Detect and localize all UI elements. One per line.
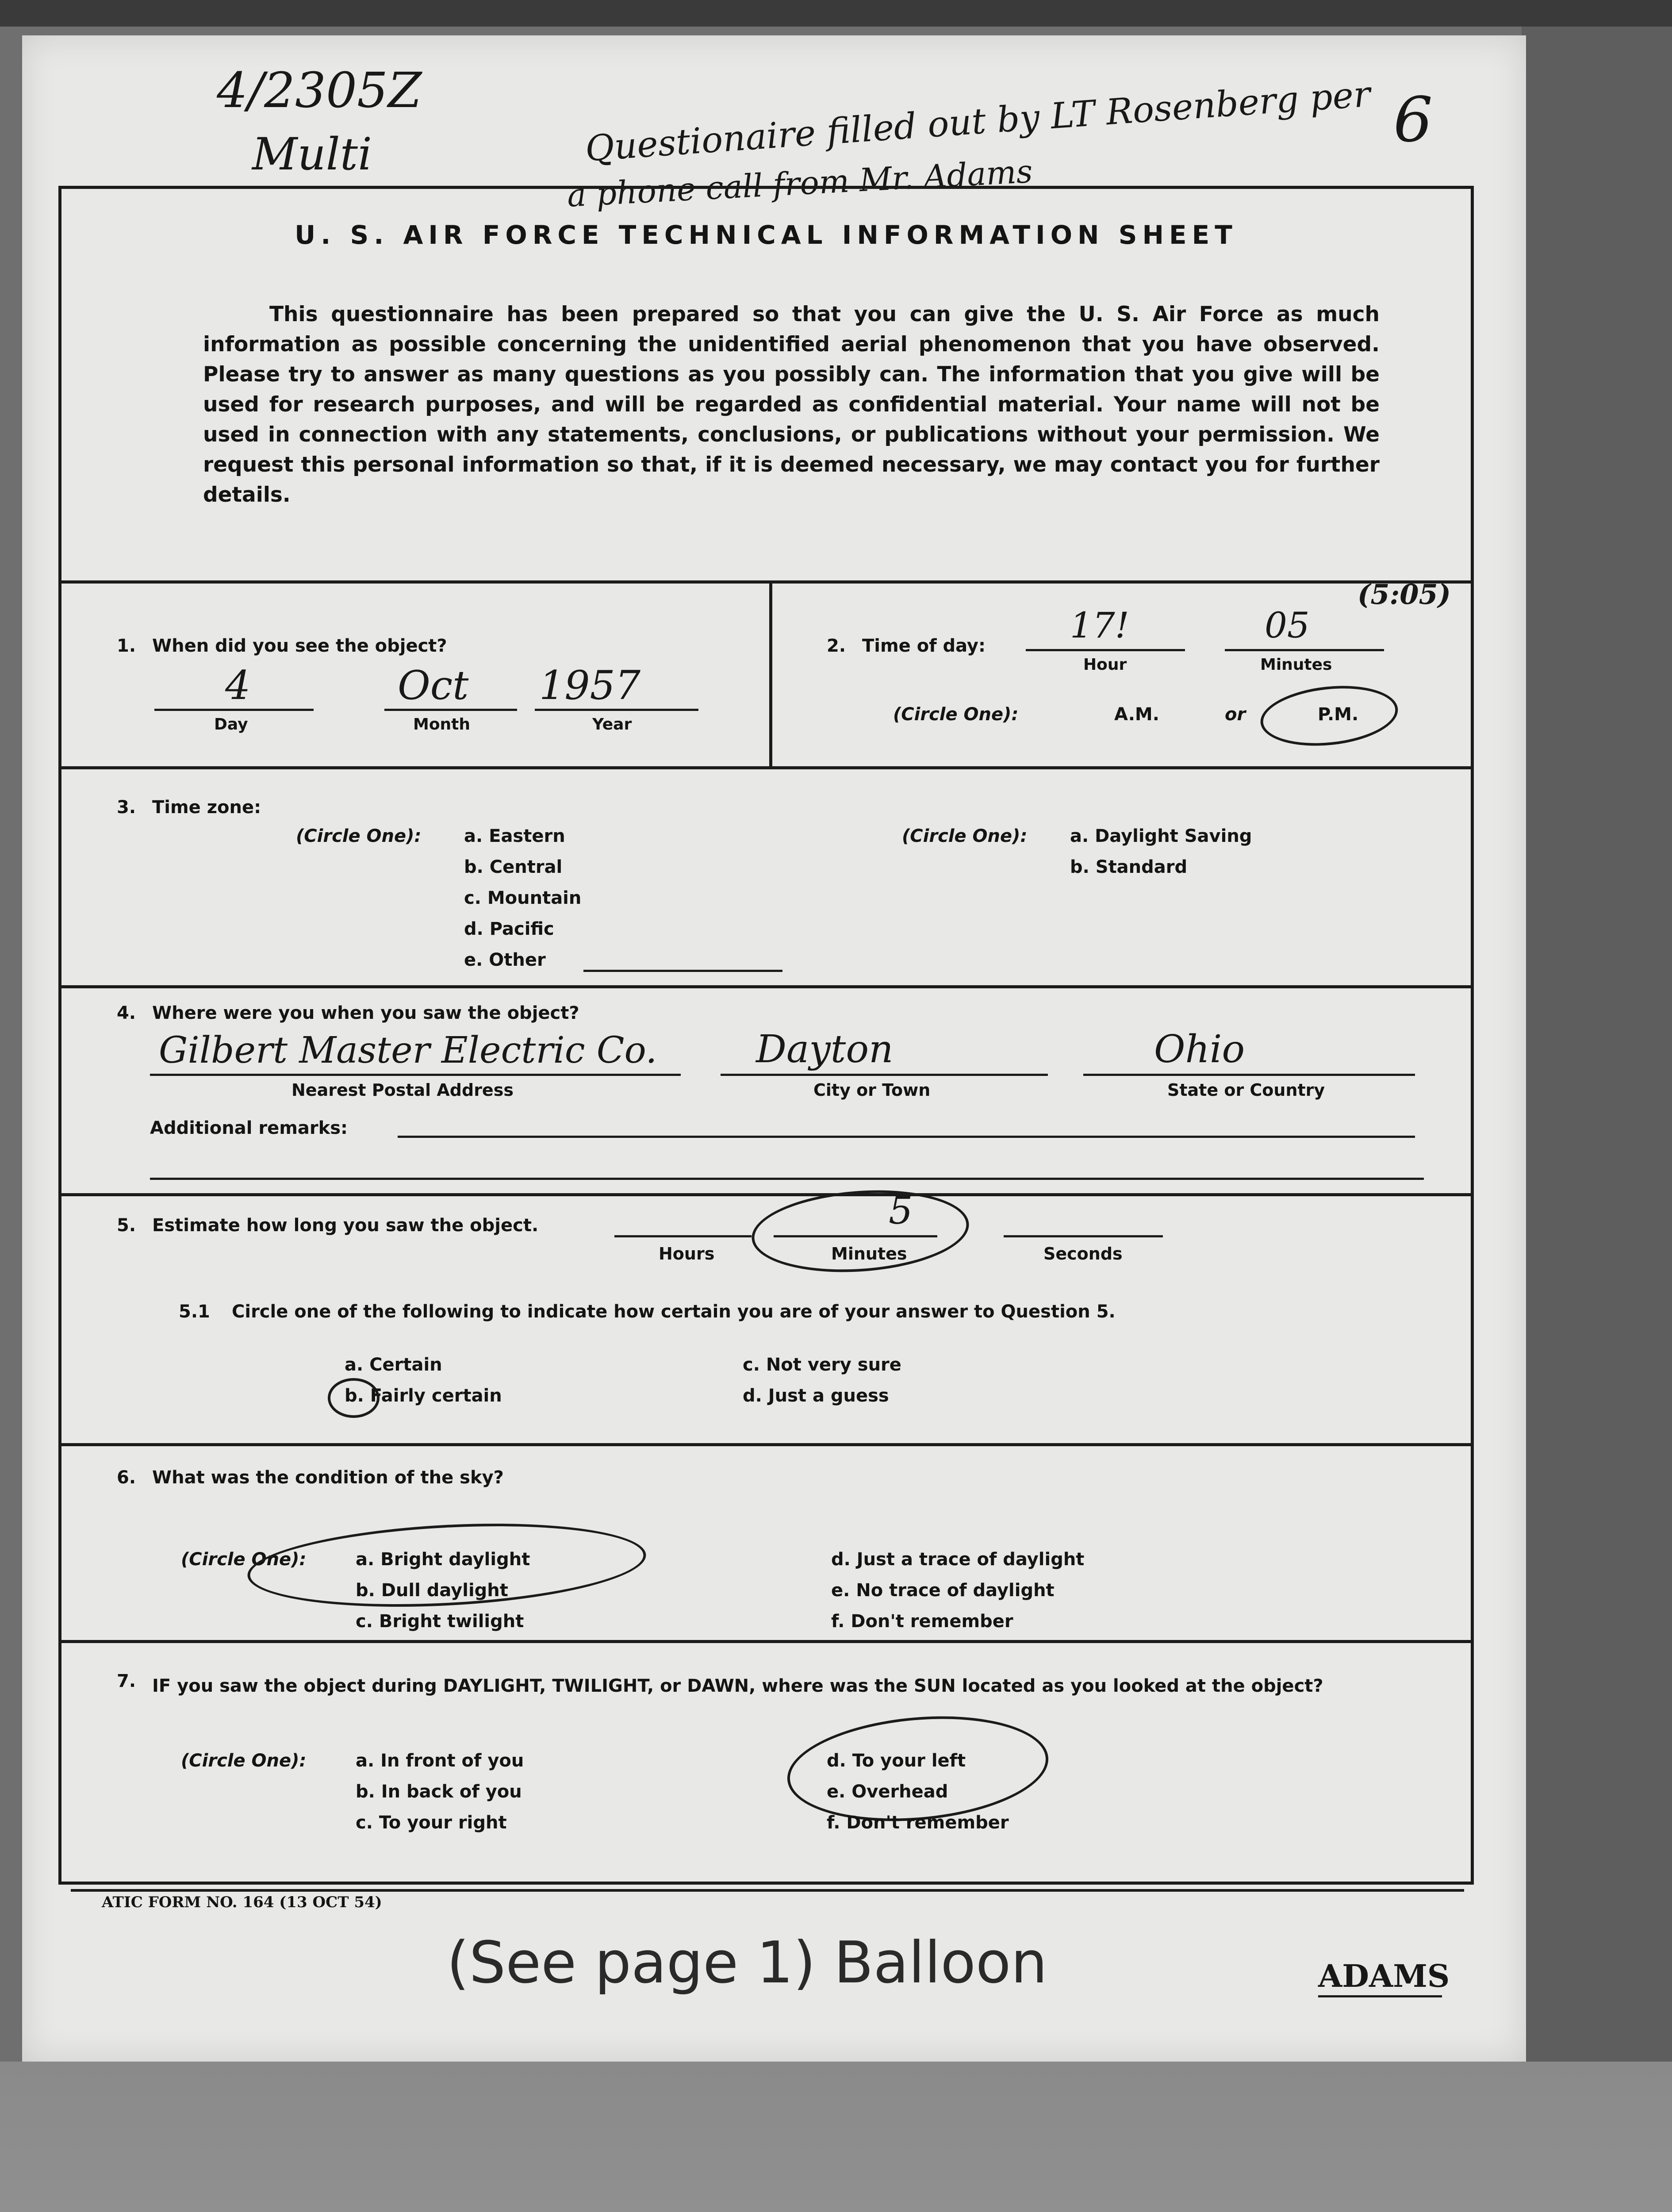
q2-hour-value: 17! bbox=[1070, 605, 1129, 646]
q6-option-trace-of-daylight: d. Just a trace of daylight bbox=[831, 1549, 1085, 1570]
q6-bright-daylight-selection-circle bbox=[245, 1515, 648, 1616]
scan-border-top bbox=[0, 0, 1672, 27]
q4-state-label: State or Country bbox=[1167, 1080, 1325, 1100]
q5-hours-label: Hours bbox=[659, 1244, 715, 1263]
q4-remarks-line-2 bbox=[150, 1178, 1424, 1180]
q2-circle-one: (Circle One): bbox=[893, 704, 1019, 725]
q3-zone-central: b. Central bbox=[464, 857, 563, 877]
q7-option-in-back: b. In back of you bbox=[356, 1782, 522, 1802]
q5-option-just-a-guess: d. Just a guess bbox=[743, 1386, 889, 1406]
divider-q4 bbox=[61, 985, 1471, 988]
q4-city-label: City or Town bbox=[813, 1080, 931, 1100]
q5-minutes-label: Minutes bbox=[831, 1244, 907, 1263]
q5-hours-line bbox=[614, 1235, 752, 1237]
q7-option-to-left: d. To your left bbox=[827, 1751, 966, 1771]
q7-option-to-right: c. To your right bbox=[356, 1813, 507, 1833]
q3-other-line bbox=[583, 970, 782, 972]
q5-1-question: Circle one of the following to indicate how certain you are of your answer to Question 5. bbox=[232, 1302, 1116, 1322]
q4-city-line bbox=[721, 1074, 1048, 1076]
q6-option-no-trace: e. No trace of daylight bbox=[831, 1580, 1055, 1601]
q5-fairly-certain-selection-circle bbox=[328, 1378, 380, 1418]
q3-circle-one-2: (Circle One): bbox=[902, 826, 1028, 846]
q2-hour-label: Hour bbox=[1083, 656, 1127, 674]
q1-number: 1. bbox=[117, 636, 136, 656]
q5-question: Estimate how long you saw the object. bbox=[152, 1215, 539, 1236]
q2-pm-option: P.M. bbox=[1318, 704, 1359, 725]
footer-rule bbox=[71, 1889, 1464, 1892]
q5-option-fairly-certain: b. Fairly certain bbox=[345, 1386, 502, 1406]
q2-minutes-line bbox=[1225, 649, 1384, 651]
q2-number: 2. bbox=[827, 636, 846, 656]
q6-number: 6. bbox=[117, 1467, 136, 1488]
q3-zone-other: e. Other bbox=[464, 950, 546, 970]
bottom-note-annotation: (See page 1) Balloon bbox=[447, 1929, 1047, 1996]
technical-information-sheet bbox=[58, 186, 1474, 1885]
q5-minutes-value: 5 bbox=[889, 1189, 913, 1233]
q2-hour-line bbox=[1026, 649, 1185, 651]
q1-day-line bbox=[154, 709, 314, 711]
q3-zone-eastern: a. Eastern bbox=[464, 826, 565, 846]
q7-number: 7. bbox=[117, 1671, 136, 1691]
q2-or-text: or bbox=[1225, 704, 1246, 725]
q1-day-value: 4 bbox=[225, 662, 251, 709]
q5-option-certain: a. Certain bbox=[345, 1355, 442, 1375]
q6-circle-one: (Circle One): bbox=[181, 1549, 307, 1570]
q1-year-value: 1957 bbox=[539, 662, 641, 709]
scan-border-right bbox=[1522, 27, 1672, 2062]
q6-option-bright-twilight: c. Bright twilight bbox=[356, 1611, 524, 1632]
q5-seconds-label: Seconds bbox=[1043, 1244, 1123, 1263]
case-number-annotation: 4/2305Z bbox=[217, 62, 422, 119]
page-number-annotation: 6 bbox=[1393, 84, 1433, 156]
q1-month-label: Month bbox=[413, 715, 471, 733]
form-number: ATIC FORM NO. 164 (13 OCT 54) bbox=[102, 1893, 382, 1911]
q6-option-dont-remember: f. Don't remember bbox=[831, 1611, 1013, 1632]
q4-number: 4. bbox=[117, 1003, 136, 1023]
q3-circle-one: (Circle One): bbox=[296, 826, 422, 846]
q2-pm-selection-circle bbox=[1258, 680, 1401, 752]
q7-circle-one: (Circle One): bbox=[181, 1751, 307, 1771]
scan-background-lower bbox=[0, 2062, 1672, 2212]
q4-remarks-label: Additional remarks: bbox=[150, 1118, 348, 1138]
q5-option-not-very-sure: c. Not very sure bbox=[743, 1355, 901, 1375]
q5-1-number: 5.1 bbox=[179, 1302, 210, 1322]
divider-q7 bbox=[61, 1640, 1471, 1643]
q4-address-line bbox=[150, 1074, 681, 1076]
q7-question: IF you saw the object during DAYLIGHT, TWILIGHT, or DAWN, where was the SUN located as you looked at the object? bbox=[152, 1676, 1323, 1696]
q5-minutes-selection-circle bbox=[749, 1183, 971, 1279]
signature-underline bbox=[1318, 1995, 1442, 1997]
q3-question: Time zone: bbox=[152, 797, 261, 818]
q7-option-overhead: e. Overhead bbox=[827, 1782, 948, 1802]
intro-paragraph: This questionnaire has been prepared so that you can give the U. S. Air Force as much information as possible concerning the unidentified aerial phenomenon that you have observed. Please try to answer as many questions as you possibly can. The information that you give will be used for research purposes, and will be regarded as confidential material. Your name will not be used in connection with any statements, conclusions, or publications without your permission. We request this personal information so that, if it is deemed necessary, we may contact you for further details. bbox=[203, 302, 1380, 507]
q1-year-line bbox=[535, 709, 698, 711]
q1-year-label: Year bbox=[592, 715, 632, 733]
q3-zone-mountain: c. Mountain bbox=[464, 888, 582, 908]
divider-q6 bbox=[61, 1443, 1471, 1446]
q4-remarks-line-1 bbox=[398, 1136, 1415, 1138]
divider-q3 bbox=[61, 766, 1471, 769]
q3-zone-pacific: d. Pacific bbox=[464, 919, 554, 939]
q4-state-value: Ohio bbox=[1154, 1027, 1245, 1071]
q2-question: Time of day: bbox=[862, 636, 986, 656]
q7-option-dont-remember: f. Don't remember bbox=[827, 1813, 1009, 1833]
divider-intro bbox=[61, 580, 1471, 584]
document-page bbox=[22, 35, 1526, 2062]
q3-daylight-saving: a. Daylight Saving bbox=[1070, 826, 1252, 846]
q2-time-note: (5:05) bbox=[1358, 578, 1451, 611]
q6-question: What was the condition of the sky? bbox=[152, 1467, 504, 1488]
phone-note-line1: Questionaire filled out by LT Rosenberg per bbox=[584, 73, 1372, 169]
q4-address-value: Gilbert Master Electric Co. bbox=[159, 1029, 657, 1071]
q6-option-bright-daylight: a. Bright daylight bbox=[356, 1549, 530, 1570]
q4-address-label: Nearest Postal Address bbox=[291, 1080, 514, 1100]
q3-standard: b. Standard bbox=[1070, 857, 1188, 877]
q7-option-in-front: a. In front of you bbox=[356, 1751, 524, 1771]
multi-annotation: Multi bbox=[252, 128, 372, 180]
q5-seconds-line bbox=[1004, 1235, 1163, 1237]
q2-minutes-value: 05 bbox=[1265, 605, 1310, 646]
q3-number: 3. bbox=[117, 797, 136, 818]
q1-question: When did you see the object? bbox=[152, 636, 447, 656]
q1-day-label: Day bbox=[214, 715, 248, 733]
divider-q1-q2 bbox=[769, 580, 772, 766]
q6-option-dull-daylight: b. Dull daylight bbox=[356, 1580, 508, 1601]
sheet-title: U. S. AIR FORCE TECHNICAL INFORMATION SHEET bbox=[295, 220, 1238, 250]
divider-q5 bbox=[61, 1193, 1471, 1196]
q4-question: Where were you when you saw the object? bbox=[152, 1003, 579, 1023]
q2-am-option: A.M. bbox=[1114, 704, 1159, 725]
q1-month-line bbox=[384, 709, 517, 711]
q4-city-value: Dayton bbox=[756, 1027, 894, 1071]
phone-note-line2: a phone call from Mr. Adams bbox=[566, 152, 1034, 214]
q4-state-line bbox=[1083, 1074, 1415, 1076]
q5-number: 5. bbox=[117, 1215, 136, 1236]
q2-minutes-label: Minutes bbox=[1260, 656, 1332, 674]
q1-month-value: Oct bbox=[398, 662, 469, 709]
signature-annotation: ADAMS bbox=[1318, 1958, 1450, 1994]
